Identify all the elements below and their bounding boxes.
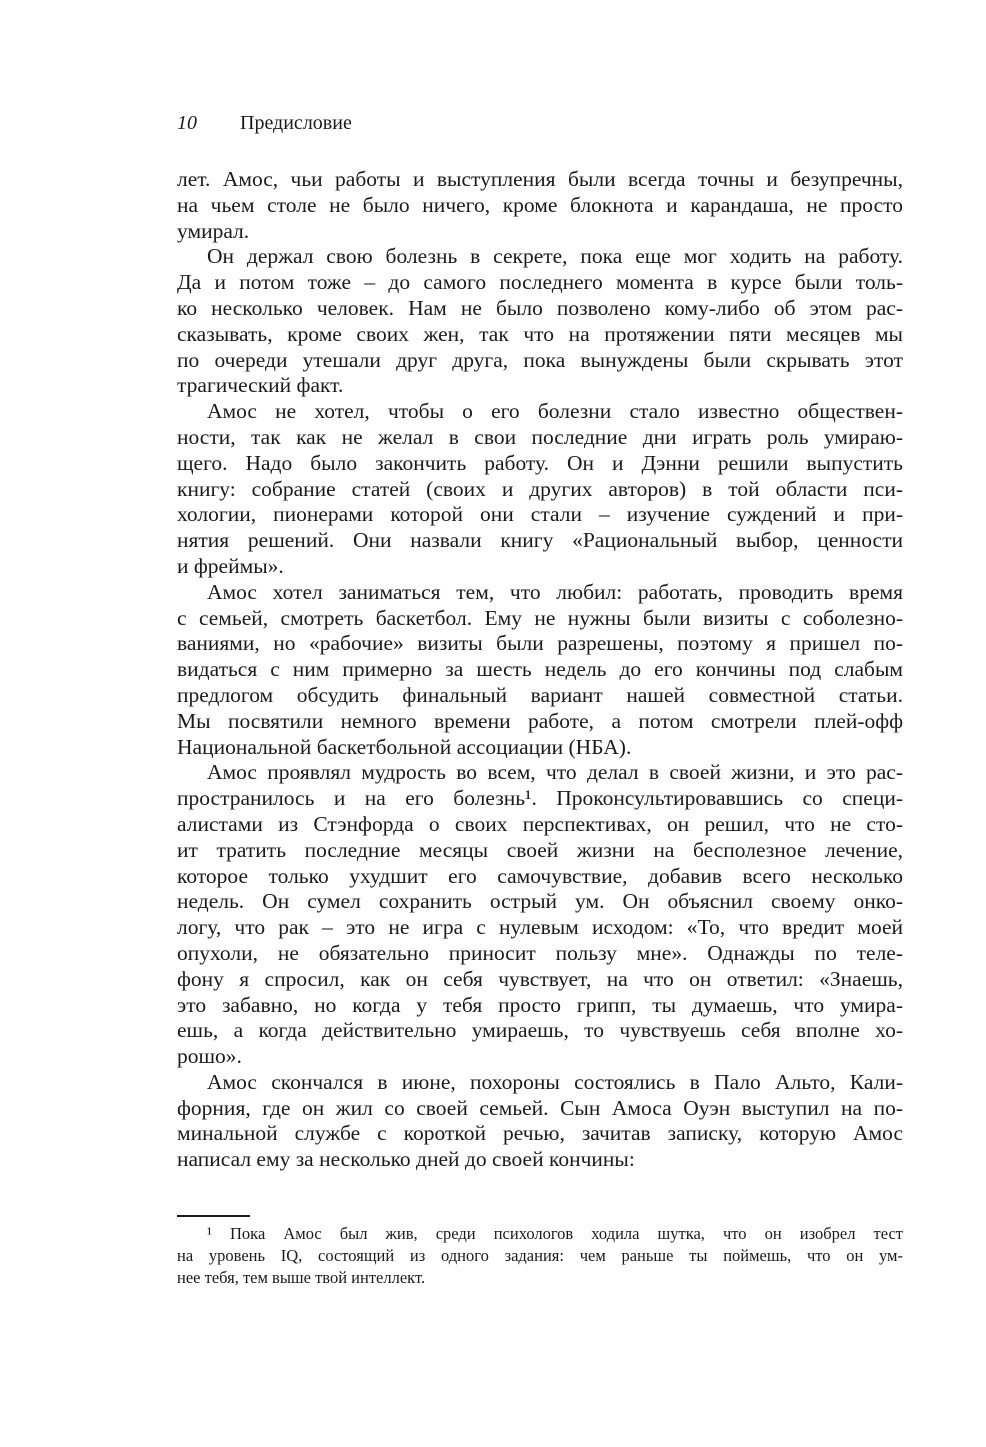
text-line: форния, где он жил со своей семьей. Сын Амоса Оуэн выступил на по- bbox=[177, 1095, 903, 1120]
running-header bbox=[177, 112, 352, 135]
running-title: Предисловие bbox=[240, 112, 352, 134]
text-line: пространилось и на его болезнь¹. Проконсультировавшись со специ- bbox=[177, 786, 903, 811]
footnote-divider bbox=[177, 1215, 250, 1217]
text-line: ешь, а когда действительно умираешь, то чувствуешь себя вполне хо- bbox=[177, 1018, 903, 1043]
text-line: Мы посвятили немного времени работе, а потом смотрели плей-офф bbox=[177, 708, 903, 733]
paragraph bbox=[177, 760, 903, 1070]
text-line: трагический факт. bbox=[177, 373, 344, 398]
text-line: сказывать, кроме своих жен, так что на протяжении пяти месяцев мы bbox=[177, 321, 903, 346]
text-line: алистами из Стэнфорда о своих перспективах, он решил, что не сто- bbox=[177, 811, 903, 836]
text-line: Амос скончался в июне, похороны состоялись в Пало Альто, Кали- bbox=[207, 1069, 903, 1094]
text-line: по очереди утешали друг друга, пока вынуждены были скрывать этот bbox=[177, 347, 903, 372]
text-line: лет. Амос, чьи работы и выступления были всегда точны и безупречны, bbox=[177, 167, 903, 191]
text-line: нятия решений. Они назвали книгу «Рациональный выбор, ценности bbox=[177, 528, 903, 553]
text-line: ко несколько человек. Нам не было позволено кому-либо об этом рас- bbox=[177, 295, 903, 320]
paragraph bbox=[177, 399, 903, 580]
page-number: 10 bbox=[177, 112, 197, 134]
paragraph bbox=[177, 244, 903, 399]
paragraph bbox=[177, 167, 903, 244]
text-line: умирал. bbox=[177, 218, 250, 243]
text-line: фону я спросил, как он себя чувствует, на что он ответил: «Знаешь, bbox=[177, 966, 903, 991]
text-line: Национальной баскетбольной ассоциации (НБА). bbox=[177, 734, 632, 759]
text-line: написал ему за несколько дней до своей кончины: bbox=[177, 1147, 635, 1172]
text-line: Амос проявлял мудрость во всем, что делал в своей жизни, и это рас- bbox=[207, 760, 903, 785]
text-line: ваниями, но «рабочие» визиты были разрешены, поэтому я пришел по- bbox=[177, 631, 903, 656]
text-line: видаться с ним примерно за шесть недель до его кончины под слабым bbox=[177, 657, 903, 682]
text-line: Да и потом тоже – до самого последнего момента в курсе были толь- bbox=[177, 270, 903, 295]
text-line: опухоли, не обязательно приносит пользу мне». Однажды по теле- bbox=[177, 940, 903, 965]
text-line: логу, что рак – это не игра с нулевым исходом: «То, что вредит моей bbox=[177, 915, 903, 940]
text-line: это забавно, но когда у тебя просто грипп, ты думаешь, что умира- bbox=[177, 992, 903, 1017]
text-line: Амос не хотел, чтобы о его болезни стало известно обществен- bbox=[207, 399, 903, 424]
text-line: рошо». bbox=[177, 1044, 242, 1069]
footnote-line: на уровень IQ, состоящий из одного задания: чем раньше ты поймешь, что он ум- bbox=[177, 1246, 903, 1265]
body-text bbox=[177, 167, 903, 1173]
text-line: недель. Он сумел сохранить острый ум. Он объяснил своему онко- bbox=[177, 889, 903, 914]
text-line: щего. Надо было закончить работу. Он и Дэнни решили выпустить bbox=[177, 450, 903, 475]
footnote-line: нее тебя, тем выше твой интеллект. bbox=[177, 1268, 426, 1287]
footnote bbox=[177, 1223, 903, 1289]
paragraph bbox=[177, 1070, 903, 1173]
paragraph bbox=[177, 580, 903, 761]
text-line: которое только ухудшит его самочувствие, добавив всего несколько bbox=[177, 863, 903, 888]
text-line: на чьем столе не было ничего, кроме блокнота и карандаша, не просто bbox=[177, 192, 903, 217]
text-line: с семьей, смотреть баскетбол. Ему не нужны были визиты с соболезно- bbox=[177, 605, 903, 630]
text-line: ности, так как не желал в свои последние дни играть роль умираю- bbox=[177, 424, 903, 449]
text-line: хологии, пионерами которой они стали – изучение суждений и при- bbox=[177, 502, 903, 527]
text-line: минальной службе с короткой речью, зачитав записку, которую Амос bbox=[177, 1121, 903, 1146]
text-line: книгу: собрание статей (своих и других авторов) в той области пси- bbox=[177, 476, 903, 501]
footnote-line: ¹ Пока Амос был жив, среди психологов ходила шутка, что он изобрел тест bbox=[207, 1224, 903, 1243]
text-line: ит тратить последние месяцы своей жизни на бесполезное лечение, bbox=[177, 837, 903, 862]
text-line: и фреймы». bbox=[177, 553, 284, 578]
text-line: предлогом обсудить финальный вариант нашей совместной статьи. bbox=[177, 682, 903, 707]
text-line: Он держал свою болезнь в секрете, пока еще мог ходить на работу. bbox=[207, 244, 903, 269]
text-line: Амос хотел заниматься тем, что любил: работать, проводить время bbox=[207, 579, 903, 604]
